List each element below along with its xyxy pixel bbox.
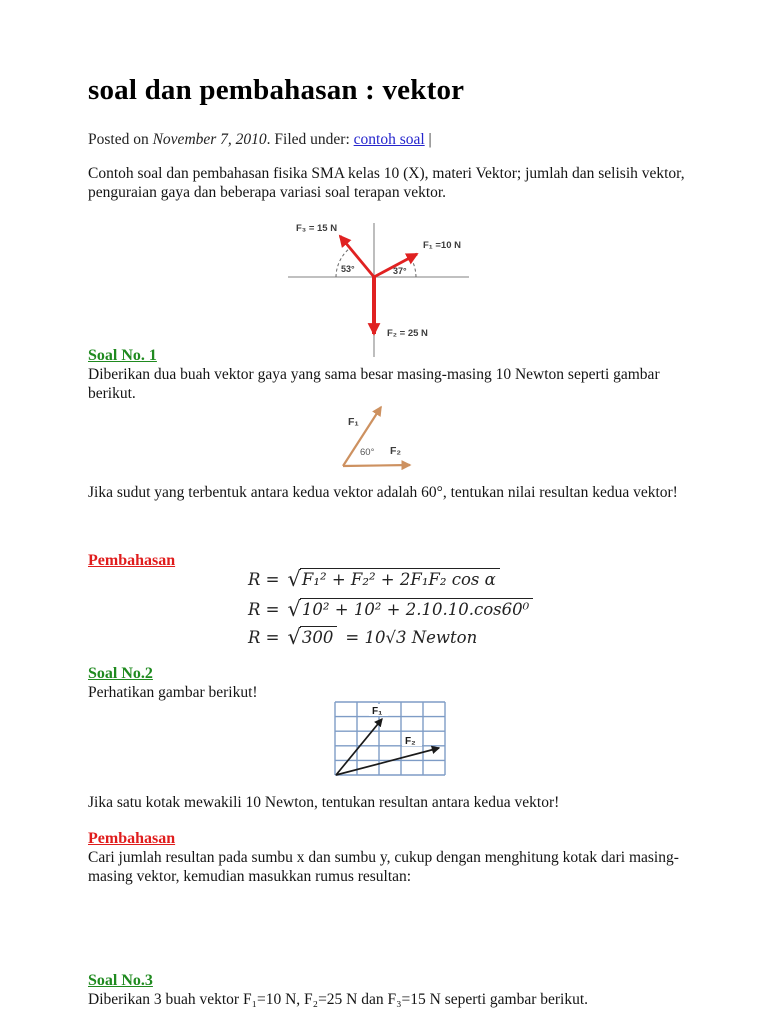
soal1-question: Jika sudut yang terbentuk antara kedua vektor adalah 60°, tentukan nilai resultan kedua vektor! [88,484,678,501]
radical-sign: √ [287,625,301,649]
math-lhs: R = [248,600,280,619]
label-angle-37: 37° [393,266,407,276]
soal3-body: Diberikan 3 buah vektor F₁=10 N, F₂=25 N dan F₃=15 N seperti gambar berikut. [88,991,589,1008]
post-meta-line [88,131,432,149]
meta-separator: | [424,131,432,148]
math-lhs: R = [248,570,280,589]
math-lhs: R = [248,628,280,647]
pembahasan2-body: Cari jumlah resultan pada sumbu x dan sumbu y, cukup dengan menghitung kotak dari masing-masing vektor, kemudian masukkan rumus resultan: [88,849,679,885]
radical-sign: √ [287,567,301,591]
soal2-question: Jika satu kotak mewakili 10 Newton, tentukan resultan antara kedua vektor! [88,794,560,811]
label-f2: F₂ [390,445,402,457]
angle-arc-37 [411,258,416,277]
label-f1: F₁ [348,416,359,428]
label-f1: F₁ =10 N [423,240,461,251]
label-f1: F₁ [372,706,383,717]
pembahasan1-heading: Pembahasan [88,552,176,569]
math-line-2 [248,596,541,620]
label-angle-60: 60° [360,447,375,458]
radical-sign: √ [287,597,301,621]
vector-f2-arrow [343,465,410,466]
pembahasan2-heading: Pembahasan [88,830,176,847]
post-date: November 7, 2010 [152,131,267,148]
math-derivation [248,566,541,652]
figure-angle-60 [318,397,428,475]
math-line-1 [248,566,541,590]
soal3-heading: Soal No.3 [88,972,153,989]
label-f3: F₃ = 15 N [296,223,338,234]
soal1-heading: Soal No. 1 [88,347,157,364]
vector-f1-arrow [336,719,382,775]
soal1-body: Diberikan dua buah vektor gaya yang sama besar masing-masing 10 Newton seperti gambar berikut. [88,366,660,402]
label-f2: F₂ = 25 N [387,328,428,339]
posted-on-label: Posted on [88,131,153,148]
math-radicand: 300 [300,628,338,647]
grid-lines [335,702,445,775]
label-angle-53: 53° [341,264,355,274]
category-link[interactable]: contoh soal [353,131,425,148]
page-title: soal dan pembahasan : vektor [88,74,465,106]
math-radicand: 10² + 10² + 2.10.10.cos60⁰ [300,600,533,619]
soal2-heading: Soal No.2 [88,665,153,682]
label-f2: F₂ [405,736,416,747]
filed-under-label: . Filed under: [266,131,354,148]
intro-paragraph: Contoh soal dan pembahasan fisika SMA kelas 10 (X), materi Vektor; jumlah dan selisih vektor, penguraian gaya dan beberapa variasi soal terapan vektor. [88,165,685,201]
soal2-body: Perhatikan gambar berikut! [88,684,258,701]
math-radicand: F₁² + F₂² + 2F₁F₂ cos α [300,570,500,589]
math-line-3 [248,624,541,648]
figure-grid-vectors [334,701,447,778]
figure-three-forces [283,217,478,363]
math-tail: = 10√3 Newton [345,628,478,647]
